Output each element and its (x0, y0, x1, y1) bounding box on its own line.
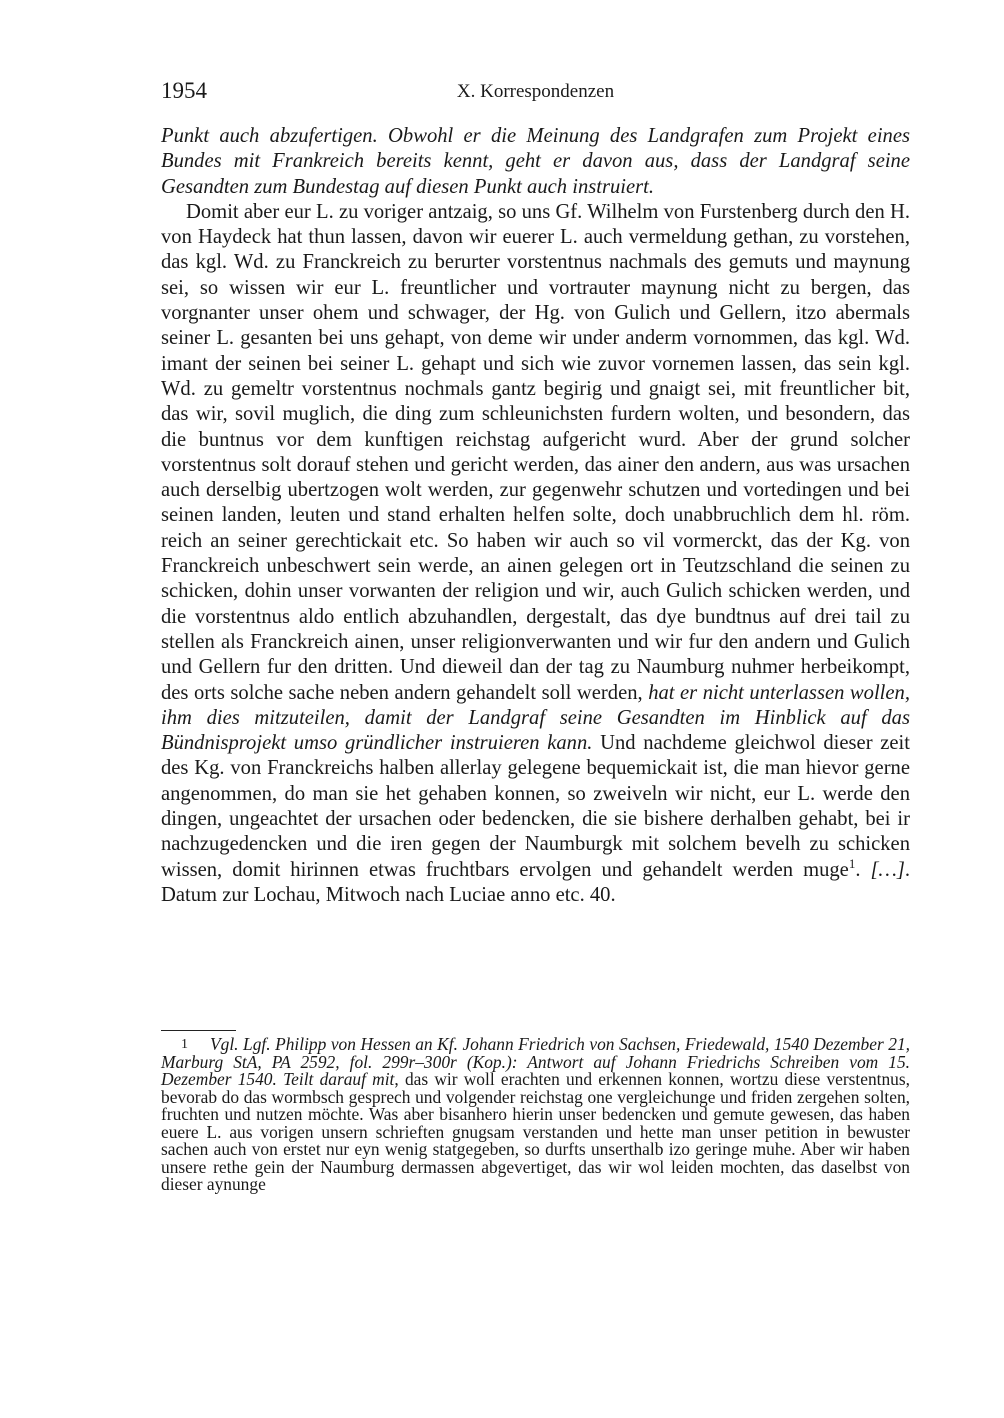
footnote-divider (161, 1030, 236, 1031)
footnote-italic-text: Vgl. Lgf. Philipp von Hessen an Kf. Johann Friedrich von Sachsen, Friedewald, 1540 Dezember 21, Marburg StA, PA 2592, fol. 299r–300r (Kop.): Antwort auf Johann Friedrichs Schreiben vom 15. Dezember 1540. Teilt darauf mit (161, 1034, 910, 1089)
footnote-number: 1 (181, 1037, 188, 1052)
footnote (161, 1036, 910, 1194)
letter-text-part1: Domit aber eur L. zu voriger antzaig, so uns Gf. Wilhelm von Furstenberg durch den H. von Haydeck hat thun lassen, davon wir euerer L. auch vermeldung gethan, zu vorstehen, das kgl. Wd. zu Franckreich zu berurter vorstentnus nachmals des gemuts und maynung sei, so wissen wir eur L. freuntlicher und vortrauter maynung nicht zu bergen, das vorgnanter unser ohem und schwager, der Hg. von Gulich und Gellern, itzo abermals seiner L. gesanten bei uns gehapt, von deme wir under anderm vornommen, das kgl. Wd. imant der seinen bei seiner L. gehapt und sich wie zuvor vornemen lassen, das sein kgl. Wd. zu gemeltr vorstentnus nochmals gantz begirig und gnaigt sei, mit freuntlicher bit, das wir, sovil muglich, die ding zum schleunichsten furdern wolten, und besondern, das die buntnus vor dem kunftigen reichstag aufgericht wurd. Aber der grund solcher vorstentnus solt dorauf stehen und gericht werden, das ainer den andern, aus was ursachen auch derselbig ubertzogen wolt werden, zur gegenwehr schutzen und vortedingen und bei seinen landen, leuten und stand erhalten helfen solte, doch unabbruchlich dem hl. röm. reich an seiner gerechtickait etc. So haben wir auch so vil vormerckt, das der Kg. von Franckreich unbeschwert sein werde, an ainen gelegen ort in Teutzschland die seinen zu schicken, dohin unser vorwanten der religion und wir, auch Gulich schicken werden, und die vorstentnus aldo entlich abzuhandlen, dergestalt, das dye bundtnus auf drei tail zu stellen als Franckreich ainen, unser religionverwanten und wir fur den andern und Gulich und Gellern fur den dritten. Und dieweil dan der tag zu Naumburg nuhmer herbeikompt, des orts solche sache neben andern gehandelt soll werden, (161, 200, 910, 704)
letter-paragraph (161, 200, 910, 908)
letter-text-part2: Und nachdeme gleichwol dieser zeit des Kg. von Franckreichs halben allerlay gelegene bequemickait ist, die man hievor gerne angenommen, do man sie het gehaben konnen, so zweiveln wir nicht, eur L. werde den dingen, ungeachtet der ursachen oder bedencken, die sie bishere derhalben gehabt, bei ir nachzugedencken und die iren gegen der Naumburgk mit solchem bevelh zu schicken wissen, domit hirinnen etwas fruchtbars ervolgen und gehandelt werden muge (161, 732, 910, 881)
page-number: 1954 (161, 78, 207, 103)
page-header (161, 78, 910, 108)
main-text (161, 124, 910, 908)
editorial-insert: hat er nicht unterlassen wollen, ihm dies mitzuteilen, damit der Landgraf seine Gesandten im Hinblick auf das Bündnisprojekt umso gründlicher instruieren kann. (161, 681, 910, 755)
letter-text-part3: . (855, 858, 871, 881)
letter-text-part4: . Datum zur Lochau, Mitwoch nach Luciae anno etc. 40. (161, 858, 910, 906)
footnote-reference[interactable]: 1 (848, 855, 856, 871)
footnote-quoted-text: , das wir woll erachten und erkennen konnen, wortzu diese verstentnus, bevorab do das wormbsch gesprech und volgender reichstag one vergleichunge und friden zergehen solten, fruchten und nutzen möchte. Was aber bisanhero hierin unser bedencken und gemute gewesen, das haben euere L. aus vorigen unsern schrieften gnugsam verstanden und hette man unser petition in bewuster sachen auch von erstet nur eyn wenig statgegeben, so durfts unserthalb izo geringe muhe. Aber wir haben unsere rethe gein der Naumburg dermassen abgevertiget, das wir wol leiden mochten, das daselbst von dieser aynunge (161, 1069, 910, 1194)
omission-marker: […] (870, 858, 905, 881)
running-head: X. Korrespondenzen (456, 81, 615, 102)
editorial-summary: Punkt auch abzufertigen. Obwohl er die Meinung des Landgrafen zum Projekt eines Bundes mit Frankreich bereits kennt, geht er davon aus, dass der Landgraf seine Gesandten zum Bundestag auf diesen Punkt auch instruiert. (161, 125, 910, 198)
